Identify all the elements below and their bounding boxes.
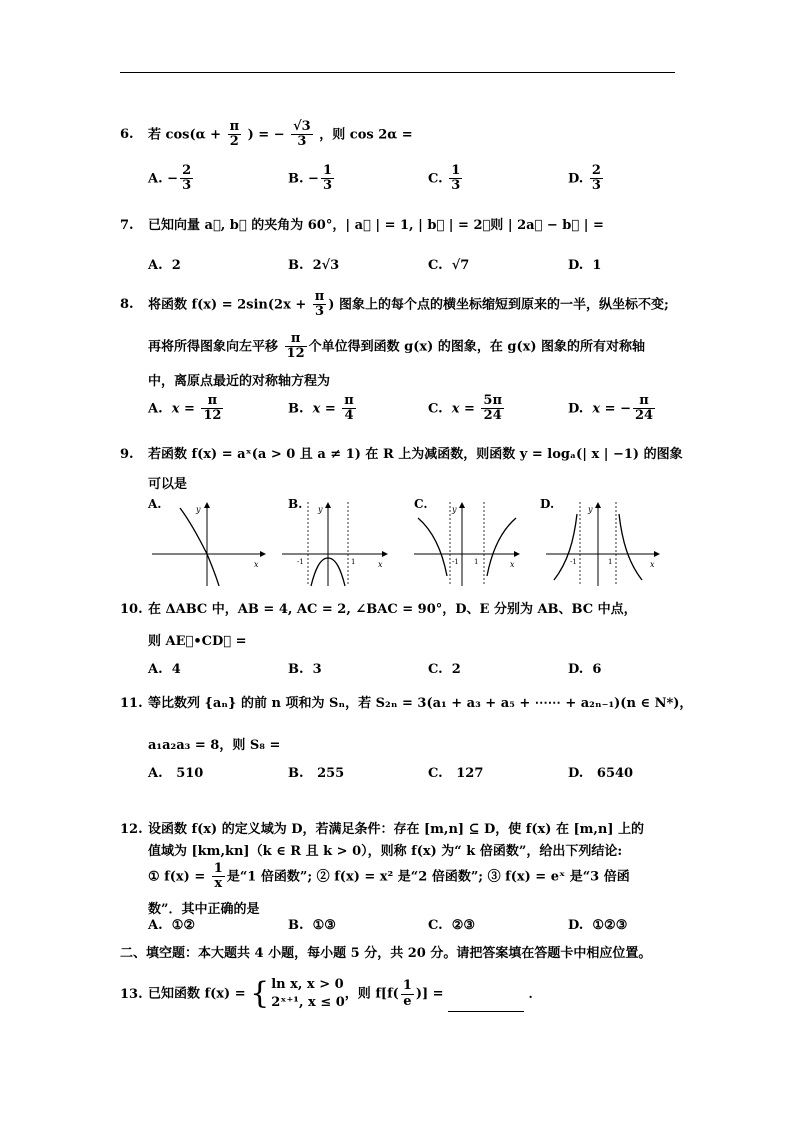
question-number: 10. (120, 602, 143, 617)
option-label: D. (568, 171, 584, 187)
q12-option-a (148, 918, 195, 933)
q12-line3-pre: ① f(x) = (148, 869, 206, 885)
frac-num: 1 (322, 163, 332, 178)
option-value: 6 (592, 662, 602, 677)
question-6 (120, 120, 413, 150)
option-value: 127 (456, 766, 484, 781)
q6-num2: √3 (293, 119, 311, 134)
option-fraction (481, 394, 504, 424)
option-value: 4 (171, 662, 181, 677)
y-axis-arrow (595, 502, 601, 508)
option-label: D. (568, 401, 584, 417)
q10-option-b (288, 662, 322, 677)
graph-b-label: B. (288, 497, 303, 511)
option-label: A. (148, 766, 163, 781)
q7-option-d (568, 258, 601, 273)
q12-line-2: 值域为 [km,kn]（k ∈ R 且 k > 0），则称 f(x) 为“ k 倍函数”，给出下列结论: (148, 844, 623, 859)
question-number: 13. (120, 986, 143, 1002)
curve-left (418, 518, 447, 576)
q13-den: e (403, 993, 412, 1009)
y-label: y (196, 505, 201, 514)
question-10 (120, 598, 637, 617)
question-number: 12. (120, 822, 143, 837)
q9-line-2: 可以是 (148, 477, 188, 492)
x-label: x (254, 560, 259, 569)
x-label: x (378, 560, 383, 569)
q8-line-2 (148, 332, 645, 362)
y-label: y (588, 505, 593, 514)
q11-option-a (148, 766, 203, 781)
question-number: 8. (120, 297, 134, 313)
q10-line-2: 则 AE⃗•CD⃗ = (148, 634, 247, 649)
q7-option-b (288, 258, 339, 273)
option-value: 3 (312, 662, 322, 677)
frac-num: π (201, 394, 223, 409)
frac-den: 12 (203, 408, 222, 424)
q10-option-d (568, 662, 601, 677)
graph-b (280, 500, 388, 588)
q8-frac-pi-3 (313, 290, 327, 320)
x-axis-arrow (514, 551, 520, 557)
option-label: C. (428, 401, 443, 417)
q8-den: 3 (315, 304, 325, 320)
q8-num: π (314, 289, 325, 304)
option-sign: − (167, 171, 179, 187)
q7-option-c (428, 258, 469, 273)
q13-post: )] = (415, 986, 444, 1002)
option-label: B. (288, 662, 304, 677)
option-value: 510 (176, 766, 204, 781)
y-axis-arrow (204, 502, 210, 508)
q8-option-c (428, 394, 506, 424)
q6-option-b (288, 164, 336, 194)
option-label: D. (568, 662, 584, 677)
option-label: A. (148, 918, 163, 933)
q6-num: π (229, 119, 240, 134)
question-number: 7. (120, 218, 134, 233)
graph-a (150, 500, 266, 588)
y-axis-arrow (459, 502, 465, 508)
tick-pos1: 1 (351, 558, 356, 566)
q8-line2-pre: 再将所得图象向左平移 (148, 339, 279, 355)
q6-frac-pi-2 (228, 120, 242, 150)
frac-den: 3 (182, 178, 192, 194)
option-fraction (201, 394, 223, 424)
option-fraction (633, 394, 655, 424)
piecewise-cases (271, 976, 345, 1012)
option-value: 255 (317, 766, 345, 781)
graph-c (412, 500, 520, 588)
q6-eq: ) = − (247, 127, 285, 143)
frac-num: π (633, 394, 655, 409)
option-value: ①③ (312, 918, 336, 933)
option-value: 2 (451, 662, 461, 677)
section-2-heading: 二、填空题：本大题共 4 小题，每小题 5 分，共 20 分。请把答案填在答题卡中相应位置。 (120, 946, 652, 961)
tick-neg1: -1 (570, 558, 577, 566)
graph-a-label: A. (148, 497, 162, 511)
frac-den: 4 (344, 408, 354, 424)
question-11 (120, 692, 692, 711)
q8-option-a (148, 394, 225, 424)
option-label: C. (428, 918, 443, 933)
option-value: ①②③ (592, 918, 628, 933)
q8-option-b (288, 394, 358, 424)
y-label: y (452, 505, 457, 514)
q10-option-a (148, 662, 181, 677)
option-fraction (321, 164, 334, 194)
q11-line1: 等比数列 {aₙ} 的前 n 项和为 Sₙ，若 S₂ₙ = 3(a₁ + a₃ + a₅ + ⋯⋯ + a₂ₙ₋₁)(n ∈ N*)， (148, 696, 693, 711)
case-1: ln x, x > 0 (271, 977, 344, 992)
header-rule (120, 72, 675, 73)
q6-option-c (428, 164, 464, 194)
q11-option-b (288, 766, 344, 781)
option-value: ①② (171, 918, 195, 933)
q11-line-2: a₁a₂a₃ = 8，则 S₈ = (148, 738, 281, 753)
q13-mid: ，则 f[f( (344, 986, 399, 1002)
frac-num: π (344, 393, 354, 408)
option-label: B. (288, 766, 304, 781)
tick-pos1: 1 (608, 558, 613, 566)
q12-frac-1-x (212, 862, 225, 892)
graph-d-label: D. (540, 497, 555, 511)
frac-num: 2 (182, 163, 192, 178)
q8-line2-post: 个单位得到函数 g(x) 的图象，在 g(x) 图象的所有对称轴 (308, 339, 646, 355)
question-number: 6. (120, 127, 134, 143)
option-lhs: x = (451, 401, 475, 417)
option-label: A. (148, 258, 163, 273)
q10-line1: 在 ΔABC 中，AB = 4, AC = 2, ∠BAC = 90°，D、E 分别为 AB、BC 中点， (148, 602, 637, 617)
option-label: C. (428, 766, 443, 781)
curve-right (619, 514, 642, 580)
option-label: C. (428, 258, 443, 273)
q12-option-d (568, 918, 627, 933)
frac-den: 3 (451, 178, 461, 194)
q12-option-b (288, 918, 336, 933)
frac-den: 24 (483, 408, 502, 424)
q7-text: 已知向量 a⃗, b⃗ 的夹角为 60°，| a⃗ | = 1, | b⃗ | = 2，则 | 2a⃗ − b⃗ | = (148, 218, 604, 233)
option-label: C. (428, 171, 443, 187)
q6-den: 2 (229, 134, 239, 150)
q8-frac-pi-12 (285, 332, 307, 362)
q6-frac-rt3-3 (291, 120, 313, 150)
q12-den: x (214, 876, 223, 892)
question-13 (120, 976, 542, 1012)
question-7 (120, 214, 604, 233)
option-label: A. (148, 171, 163, 187)
q13-num: 1 (402, 978, 412, 994)
q13-frac-1-e (401, 979, 414, 1009)
option-value: 2√3 (312, 258, 340, 273)
q12-num: 1 (213, 861, 223, 876)
option-fraction (590, 164, 603, 194)
brace: { (250, 976, 270, 1012)
option-sign: − (620, 401, 632, 417)
option-label: D. (568, 258, 584, 273)
case-2: 2ˣ⁺¹, x ≤ 0 (271, 995, 345, 1011)
option-fraction (342, 394, 356, 424)
q12-line3-post: 是“1 倍函数”; ② f(x) = x² 是“2 倍函数”; ③ f(x) = eˣ 是“3 倍函 (226, 869, 630, 885)
q6-option-a (148, 164, 195, 194)
q7-option-a (148, 258, 181, 273)
option-lhs: x = (312, 401, 336, 417)
q6-expr: cos(α + (165, 127, 222, 143)
q12-line-4: 数”．其中正确的是 (148, 902, 260, 917)
tick-neg1: -1 (452, 558, 459, 566)
question-number: 11. (120, 696, 143, 711)
y-label: y (318, 505, 323, 514)
x-axis-arrow (382, 551, 388, 557)
q6-option-d (568, 164, 605, 194)
q8-den2: 12 (286, 346, 305, 362)
x-label: x (650, 560, 655, 569)
q6-pre: 若 (148, 127, 162, 143)
option-fraction (449, 164, 462, 194)
q8-option-d (568, 394, 657, 424)
q10-option-c (428, 662, 461, 677)
option-label: A. (148, 662, 163, 677)
tick-pos1: 1 (474, 558, 479, 566)
q8-post: ) 图象上的每个点的横坐标缩短到原来的一半，纵坐标不变; (328, 297, 669, 313)
q9-line1: 若函数 f(x) = aˣ(a > 0 且 a ≠ 1) 在 R 上为减函数，则函数 y = logₐ(| x | −1) 的图象 (148, 447, 683, 462)
option-label: B. (288, 258, 304, 273)
tick-neg1: -1 (297, 558, 304, 566)
curve-left (554, 514, 577, 580)
option-value: 2 (171, 258, 181, 273)
option-lhs: x = (171, 401, 195, 417)
x-label: x (510, 560, 515, 569)
q8-num2: π (285, 332, 307, 347)
graph-d (544, 500, 660, 588)
q6-post: ，则 cos 2α = (319, 127, 413, 143)
option-value: 6540 (596, 766, 634, 781)
option-label: B. (288, 171, 304, 187)
answer-blank[interactable] (448, 999, 524, 1012)
frac-num: 5π (483, 393, 502, 408)
option-fraction (180, 164, 193, 194)
option-lhs: x = (592, 401, 616, 417)
option-label: B. (288, 918, 304, 933)
option-value: ②③ (451, 918, 476, 933)
curve (180, 508, 219, 586)
option-label: D. (568, 766, 584, 781)
option-value: 1 (592, 258, 602, 273)
option-value: √7 (451, 258, 470, 273)
y-axis-arrow (325, 502, 331, 508)
x-axis-arrow (654, 551, 660, 557)
frac-den: 3 (322, 178, 332, 194)
option-label: B. (288, 401, 304, 417)
frac-num: 1 (451, 163, 461, 178)
option-sign: − (308, 171, 319, 187)
q13-end: ． (528, 986, 542, 1002)
option-label: C. (428, 662, 443, 677)
q12-line-3 (148, 862, 630, 892)
question-8 (120, 290, 669, 320)
q8-line-3: 中，离原点最近的对称轴方程为 (148, 374, 331, 389)
q6-den2: 3 (297, 134, 307, 150)
frac-den: 3 (591, 178, 601, 194)
frac-den: 24 (635, 408, 654, 424)
q12-option-c (428, 918, 475, 933)
q8-pre: 将函数 f(x) = 2sin(2x + (148, 297, 307, 313)
option-label: D. (568, 918, 584, 933)
q12-line1: 设函数 f(x) 的定义域为 D，若满足条件：存在 [m,n] ⊆ D，使 f(x) 在 [m,n] 上的 (148, 822, 645, 837)
frac-num: 2 (591, 163, 601, 178)
q11-option-d (568, 766, 633, 781)
q13-pre: 已知函数 f(x) = (148, 986, 246, 1002)
q11-option-c (428, 766, 483, 781)
option-label: A. (148, 401, 163, 417)
question-number: 9. (120, 447, 134, 462)
graph-c-label: C. (414, 497, 428, 511)
x-axis-arrow (260, 551, 266, 557)
question-9 (120, 443, 683, 462)
question-12 (120, 818, 644, 837)
